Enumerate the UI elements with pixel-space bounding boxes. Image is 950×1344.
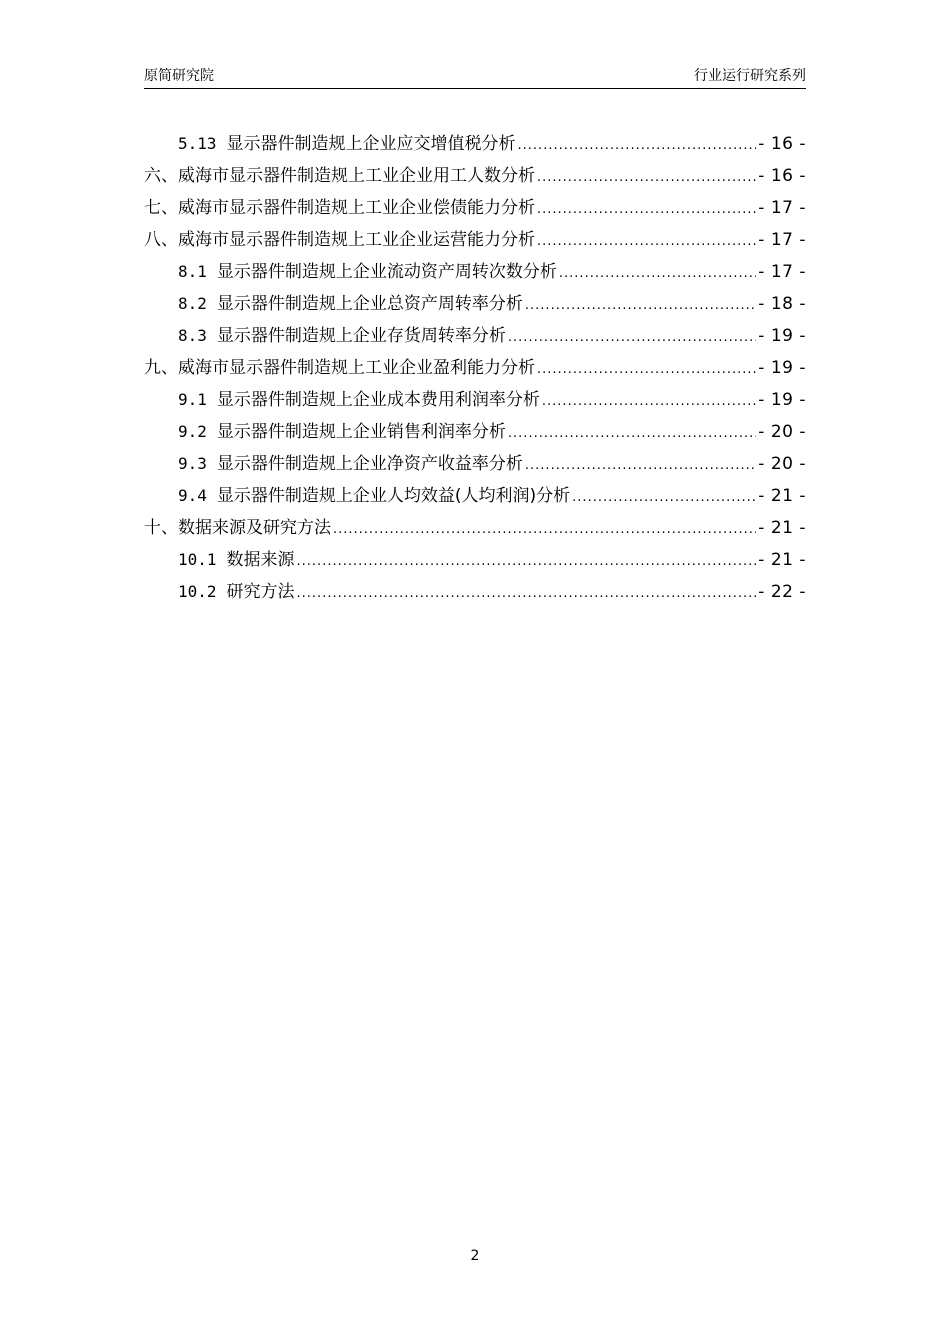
toc-dot-leader — [537, 234, 756, 249]
toc-entry-title: 显示器件制造规上企业销售利润率分析 — [216, 422, 506, 442]
toc-entry-number: 10.1 — [178, 550, 217, 569]
toc-dot-leader — [572, 490, 756, 505]
toc-entry-page: - 19 - — [758, 358, 806, 378]
toc-dot-leader — [525, 298, 756, 313]
toc-entry[interactable] — [144, 417, 806, 449]
toc-entry-page: - 21 - — [758, 518, 806, 538]
toc-entry[interactable] — [144, 321, 806, 353]
toc-entry-number: 9.2 — [178, 422, 207, 441]
toc-entry-page: - 16 - — [758, 134, 806, 154]
toc-entry-page: - 20 - — [758, 454, 806, 474]
toc-dot-leader — [537, 362, 756, 377]
toc-dot-leader — [537, 170, 756, 185]
toc-dot-leader — [333, 522, 756, 537]
toc-entry-page: - 21 - — [758, 486, 806, 506]
toc-entry[interactable] — [144, 129, 806, 161]
toc-entry-title: 显示器件制造规上企业净资产收益率分析 — [216, 454, 523, 474]
toc-entry-title: 显示器件制造规上企业流动资产周转次数分析 — [216, 262, 557, 282]
toc-dot-leader — [542, 394, 756, 409]
toc-dot-leader — [508, 330, 756, 345]
header-series-title: 行业运行研究系列 — [694, 68, 806, 84]
toc-entry[interactable] — [144, 545, 806, 577]
toc-entry-page: - 17 - — [758, 198, 806, 218]
toc-entry-number: 9.4 — [178, 486, 207, 505]
toc-entry-title: 数据来源 — [226, 550, 295, 570]
toc-entry[interactable] — [144, 257, 806, 289]
toc-entry-number: 8.3 — [178, 326, 207, 345]
toc-entry-page: - 22 - — [758, 582, 806, 602]
toc-entry-title: 显示器件制造规上企业总资产周转率分析 — [216, 294, 523, 314]
toc-entry-page: - 20 - — [758, 422, 806, 442]
toc-dot-leader — [297, 586, 757, 601]
toc-entry-number: 8.2 — [178, 294, 207, 313]
toc-entry-number: 5.13 — [178, 134, 217, 153]
toc-entry[interactable] — [144, 289, 806, 321]
toc-entry-title: 显示器件制造规上企业人均效益(人均利润)分析 — [216, 486, 571, 506]
toc-entry[interactable] — [144, 385, 806, 417]
toc-entry-number: 8.1 — [178, 262, 207, 281]
toc-entry-page: - 19 - — [758, 326, 806, 346]
toc-entry-title: 显示器件制造规上企业应交增值税分析 — [226, 134, 516, 154]
toc-entry-title: 七、威海市显示器件制造规上工业企业偿债能力分析 — [144, 198, 535, 218]
toc-entry-title: 研究方法 — [226, 582, 295, 602]
toc-dot-leader — [525, 458, 756, 473]
toc-dot-leader — [559, 266, 756, 281]
toc-entry[interactable] — [144, 449, 806, 481]
toc-entry[interactable] — [144, 225, 806, 257]
toc-entry[interactable] — [144, 161, 806, 193]
header-organization: 原简研究院 — [144, 68, 214, 84]
toc-dot-leader — [508, 426, 756, 441]
toc-entry-title: 显示器件制造规上企业成本费用利润率分析 — [216, 390, 540, 410]
toc-entry-title: 九、威海市显示器件制造规上工业企业盈利能力分析 — [144, 358, 535, 378]
toc-entry-page: - 19 - — [758, 390, 806, 410]
toc-entry-page: - 17 - — [758, 230, 806, 250]
page-number: 2 — [470, 1248, 480, 1264]
toc-dot-leader — [518, 138, 757, 153]
toc-entry-number: 10.2 — [178, 582, 217, 601]
toc-entry[interactable] — [144, 353, 806, 385]
toc-entry-title: 十、数据来源及研究方法 — [144, 518, 331, 538]
toc-entry-number: 9.3 — [178, 454, 207, 473]
toc-entry-title: 八、威海市显示器件制造规上工业企业运营能力分析 — [144, 230, 535, 250]
toc-entry-page: - 17 - — [758, 262, 806, 282]
page-header — [144, 66, 806, 89]
toc-entry-title: 六、威海市显示器件制造规上工业企业用工人数分析 — [144, 166, 535, 186]
toc-entry-page: - 16 - — [758, 166, 806, 186]
toc-entry[interactable] — [144, 481, 806, 513]
toc-entry-page: - 18 - — [758, 294, 806, 314]
toc-entry-page: - 21 - — [758, 550, 806, 570]
toc-dot-leader — [537, 202, 756, 217]
table-of-contents — [144, 129, 806, 609]
toc-dot-leader — [297, 554, 757, 569]
toc-entry-title: 显示器件制造规上企业存货周转率分析 — [216, 326, 506, 346]
toc-entry-number: 9.1 — [178, 390, 207, 409]
toc-entry[interactable] — [144, 513, 806, 545]
toc-entry[interactable] — [144, 577, 806, 609]
toc-entry[interactable] — [144, 193, 806, 225]
